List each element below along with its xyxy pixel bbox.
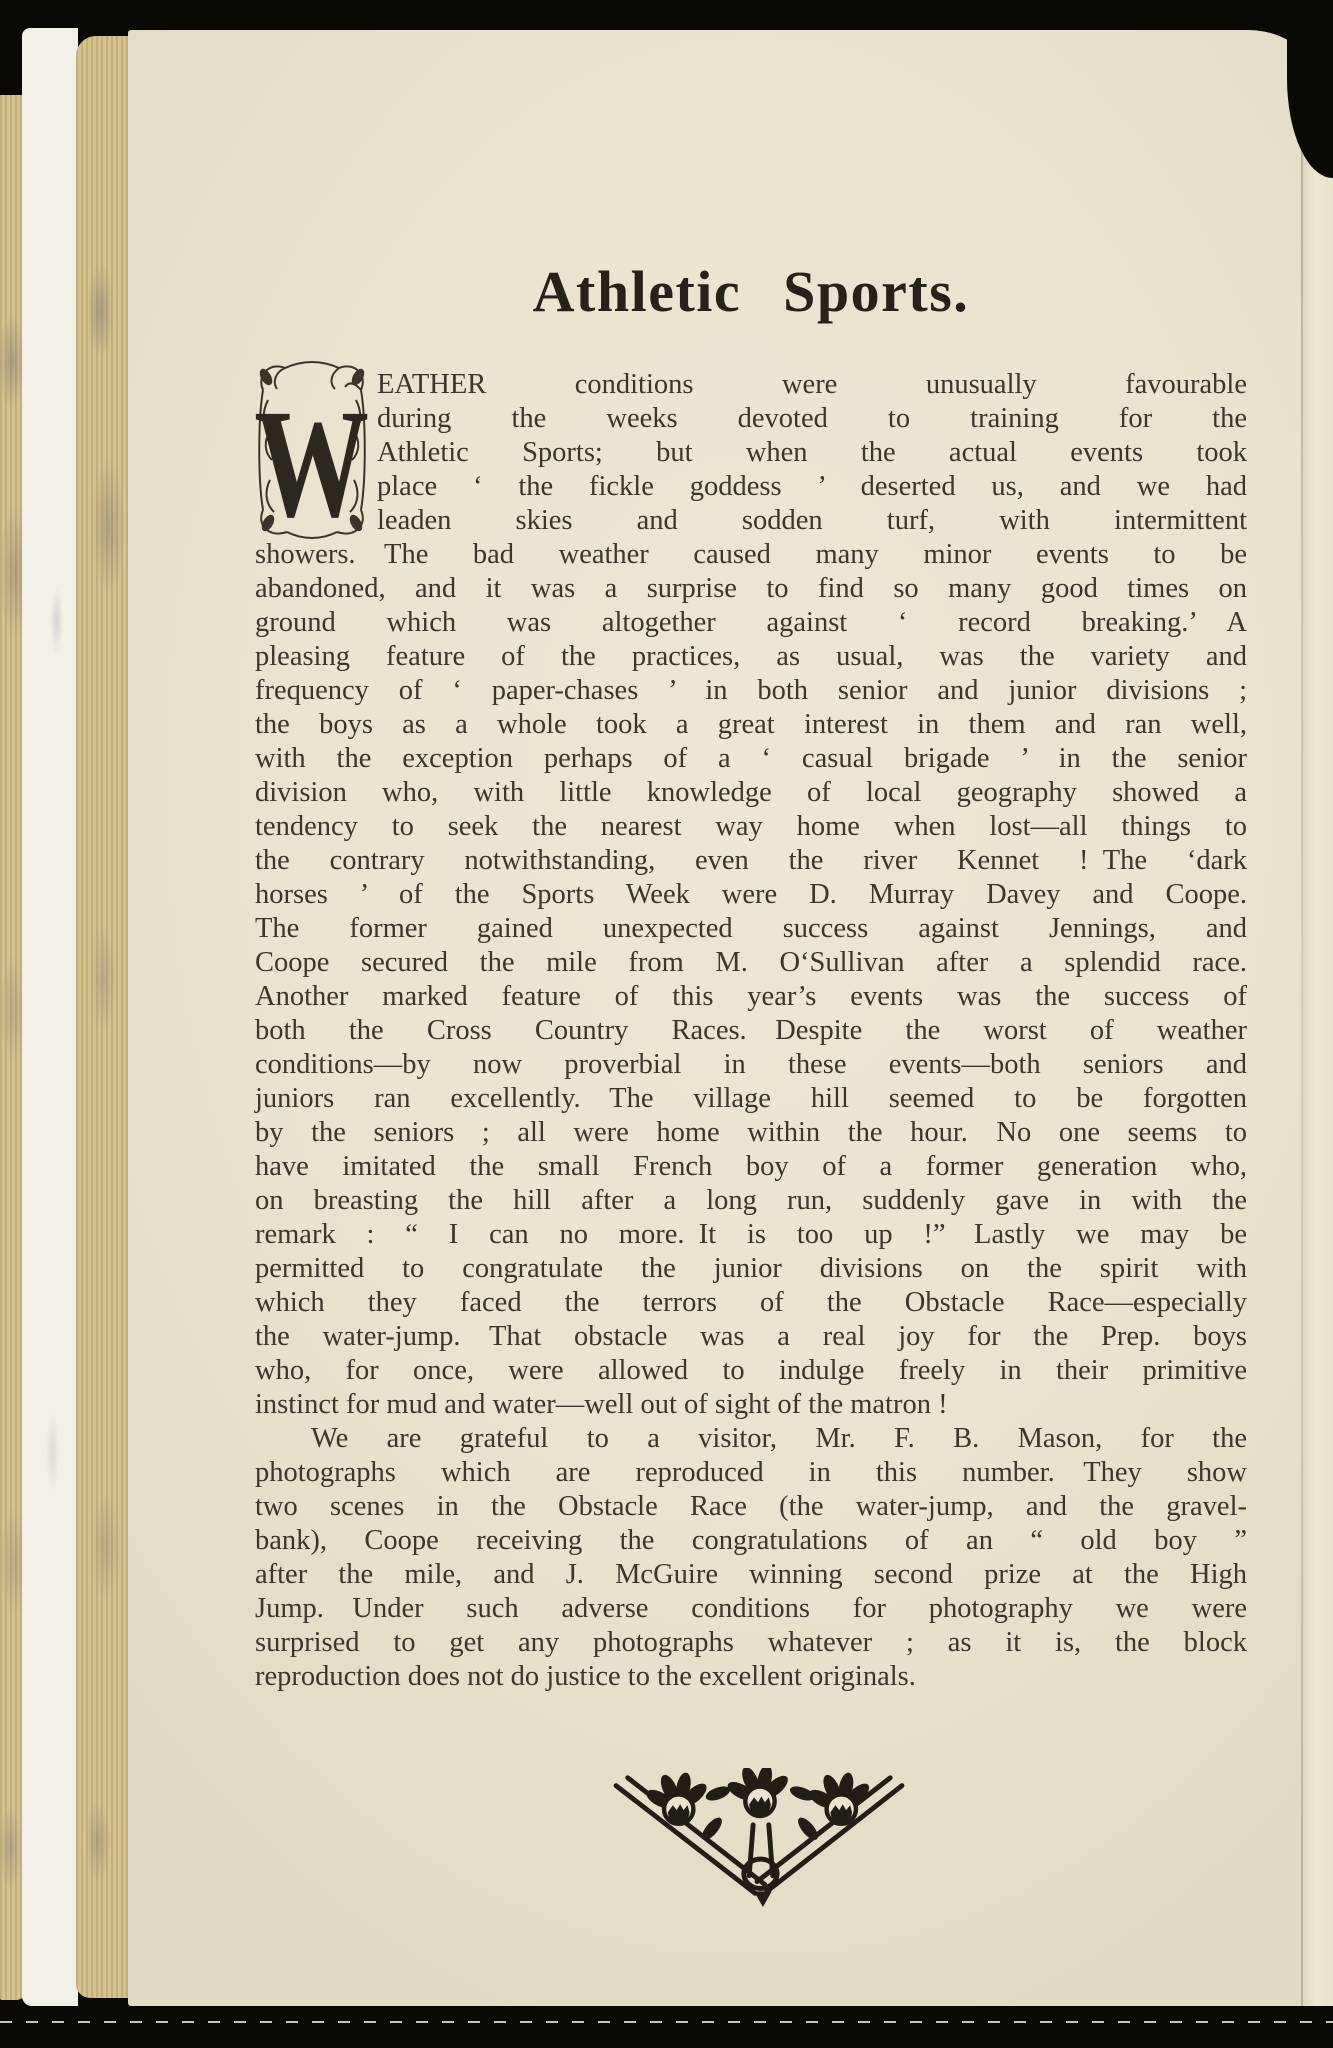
text-line: EATHER conditions were unusually favourable <box>377 369 1247 400</box>
text-line: photographs which are reproduced in this number. They show <box>255 1457 1247 1488</box>
text-line: pleasing feature of the practices, as usual, was the variety and <box>255 641 1247 672</box>
text-line: on breasting the hill after a long run, suddenly gave in with the <box>255 1185 1247 1216</box>
text-line: two scenes in the Obstacle Race (the water-jump, and the gravel- <box>255 1491 1247 1522</box>
text-line: with the exception perhaps of a ‘ casual brigade ’ in the senior <box>255 743 1247 774</box>
text-line: permitted to congratulate the junior divisions on the spirit with <box>255 1253 1247 1284</box>
text-line: juniors ran excellently. The village hill seemed to be forgotten <box>255 1083 1247 1114</box>
text-line: the boys as a whole took a great interest in them and ran well, <box>255 709 1247 740</box>
page-title: Athletic Sports. <box>532 259 970 324</box>
text-line: during the weeks devoted to training for the <box>377 403 1247 434</box>
text-line: abandoned, and it was a surprise to find so many good times on <box>255 573 1247 604</box>
article-body <box>255 368 1247 1694</box>
text-line: the water-jump. That obstacle was a real joy for the Prep. boys <box>255 1321 1247 1352</box>
binding-stitch-line <box>0 2021 1333 2023</box>
text-line: both the Cross Country Races. Despite the worst of weather <box>255 1015 1247 1046</box>
page-gutter-fold <box>1303 130 1333 2006</box>
text-line: showers. The bad weather caused many minor events to be <box>255 539 1247 570</box>
text-line: frequency of ‘ paper-chases ’ in both senior and junior divisions ; <box>255 675 1247 706</box>
text-line: by the seniors ; all were home within the hour. No one seems to <box>255 1117 1247 1148</box>
text-line: which they faced the terrors of the Obstacle Race—especially <box>255 1287 1247 1318</box>
text-line: who, for once, were allowed to indulge freely in their primitive <box>255 1355 1247 1386</box>
page-edges-stack-near <box>76 36 130 1998</box>
text-line: division who, with little knowledge of local geography showed a <box>255 777 1247 808</box>
text-line: place ‘ the fickle goddess ’ deserted us, and we had <box>377 471 1247 502</box>
text-line: horses ’ of the Sports Week were D. Murray Davey and Coope. <box>255 879 1247 910</box>
text-line: The former gained unexpected success against Jennings, and <box>255 913 1247 944</box>
floral-triangle-ornament <box>600 1768 918 1910</box>
text-line: conditions—by now proverbial in these events—both seniors and <box>255 1049 1247 1080</box>
text-line: Coope secured the mile from M. O‘Sullivan after a splendid race. <box>255 947 1247 978</box>
text-line: Athletic Sports; but when the actual events took <box>377 437 1247 468</box>
drop-cap-letter: W <box>254 376 370 544</box>
text-line: instinct for mud and water—well out of sight of the matron ! <box>255 1389 948 1420</box>
text-line: remark : “ I can no more. It is too up !” Lastly we may be <box>255 1219 1247 1250</box>
text-line: the contrary notwithstanding, even the river Kennet ! The ‘dark <box>255 845 1247 876</box>
text-line: tendency to seek the nearest way home when lost—all things to <box>255 811 1247 842</box>
text-line: Jump. Under such adverse conditions for photography we were <box>255 1593 1247 1624</box>
underlying-page-edge <box>22 28 78 2006</box>
text-line: bank), Coope receiving the congratulations of an “ old boy ” <box>255 1525 1247 1556</box>
floral-triangle-icon <box>600 1768 918 1910</box>
page-crease-line <box>1301 130 1303 2006</box>
text-line: have imitated the small French boy of a former generation who, <box>255 1151 1247 1182</box>
paragraph-2 <box>255 1422 1247 1694</box>
text-line: ground which was altogether against ‘ record breaking.’ A <box>255 607 1247 638</box>
text-line: Another marked feature of this year’s events was the success of <box>255 981 1247 1012</box>
text-line: surprised to get any photographs whatever ; as it is, the block <box>255 1627 1247 1658</box>
text-line: reproduction does not do justice to the excellent originals. <box>255 1661 916 1692</box>
text-line: leaden skies and sodden turf, with intermittent <box>377 505 1247 536</box>
paragraph-1 <box>255 368 1247 1422</box>
text-line: We are grateful to a visitor, Mr. F. B. Mason, for the <box>311 1423 1247 1454</box>
text-line: after the mile, and J. McGuire winning second prize at the High <box>255 1559 1247 1590</box>
